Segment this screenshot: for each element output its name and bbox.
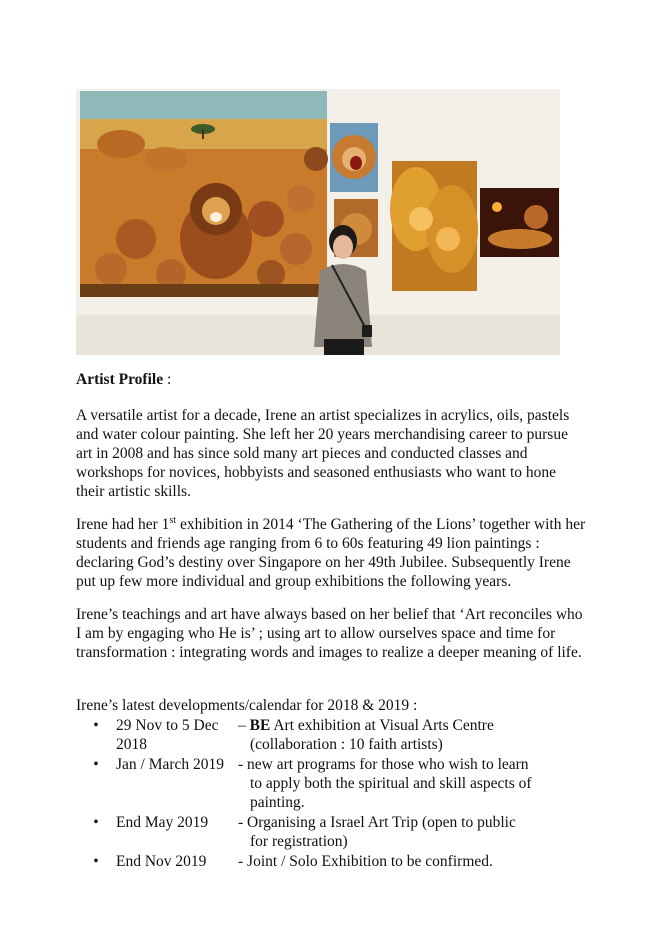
calendar-description: [238, 716, 568, 754]
list-item: [76, 852, 586, 871]
reclining-lion-painting: [480, 188, 559, 257]
calendar-line: painting.: [250, 794, 305, 811]
large-lion-painting: [80, 91, 328, 297]
artist-profile-heading: [76, 370, 171, 390]
calendar-line: Joint / Solo Exhibition to be confirmed.: [247, 853, 493, 870]
ordinal-superscript: st: [169, 514, 177, 526]
artist-profile-colon: :: [163, 371, 172, 388]
list-item: [76, 755, 586, 812]
calendar-line: to apply both the spiritual and skill aspects of: [250, 775, 532, 792]
calendar-dash: -: [238, 814, 248, 831]
paragraph-first-exhibition-rest: exhibition in 2014 ‘The Gathering of the Lions’ together with her students and friends age ranging from 6 to 60s featuring 49 lion paintings : declaring God’s destiny over Singapore on her 49th Jubilee. Subsequently Irene put up few more individual and group exhibitions the following years.: [76, 516, 586, 590]
list-item: [76, 813, 586, 851]
artist-profile-title: Artist Profile: [76, 371, 164, 388]
bullet-icon: •: [93, 756, 99, 773]
exhibition-photo: [76, 89, 560, 355]
calendar-bold: BE: [249, 717, 271, 734]
bullet-icon: •: [93, 853, 99, 870]
calendar-dash: -: [238, 756, 248, 773]
calendar-line: for registration): [250, 833, 348, 850]
calendar-list: [76, 716, 586, 871]
calendar-description: [238, 813, 568, 851]
calendar-date: Jan / March 2019: [116, 756, 225, 773]
paragraph-first-exhibition-start: Irene had her 1: [76, 516, 170, 533]
gallery-photo-icon: [76, 89, 560, 355]
calendar-description: [238, 755, 568, 812]
list-item: [76, 716, 586, 754]
calendar-date: End Nov 2019: [116, 853, 207, 870]
calendar-description: [238, 852, 568, 871]
calendar-date: 29 Nov to 5 Dec 2018: [116, 717, 219, 753]
calendar-date: End May 2019: [116, 814, 209, 831]
bullet-icon: •: [93, 814, 99, 831]
paragraph-first-exhibition: [76, 515, 586, 591]
calendar-dash: -: [238, 853, 248, 870]
roaring-lion-painting: [330, 123, 378, 192]
calendar-dash: –: [238, 717, 250, 734]
paragraph-teachings: Irene’s teachings and art have always based on her belief that ‘Art reconciles who I am by engaging who He is’ ; using art to allow ourselves space and time for transformation : integrating words and images to realize a deeper meaning of life.: [76, 606, 583, 661]
calendar-line: Organising a Israel Art Trip (open to public: [247, 814, 516, 831]
calendar-line: Art exhibition at Visual Arts Centre: [270, 717, 494, 734]
calendar-intro: Irene’s latest developments/calendar for 2018 & 2019 :: [76, 697, 418, 714]
calendar-line: new art programs for those who wish to learn: [247, 756, 529, 773]
calendar-line: (collaboration : 10 faith artists): [250, 736, 443, 753]
paragraph-intro: A versatile artist for a decade, Irene an artist specializes in acrylics, oils, pastels and water colour painting. She left her 20 years merchandising career to pursue art in 2008 and has since sold many art pieces and conducted classes and workshops for novices, hobbyists and seasoned enthusiasts who want to hone their artistic skills.: [76, 407, 570, 500]
bullet-icon: •: [93, 717, 99, 734]
two-lions-painting: [390, 161, 478, 291]
